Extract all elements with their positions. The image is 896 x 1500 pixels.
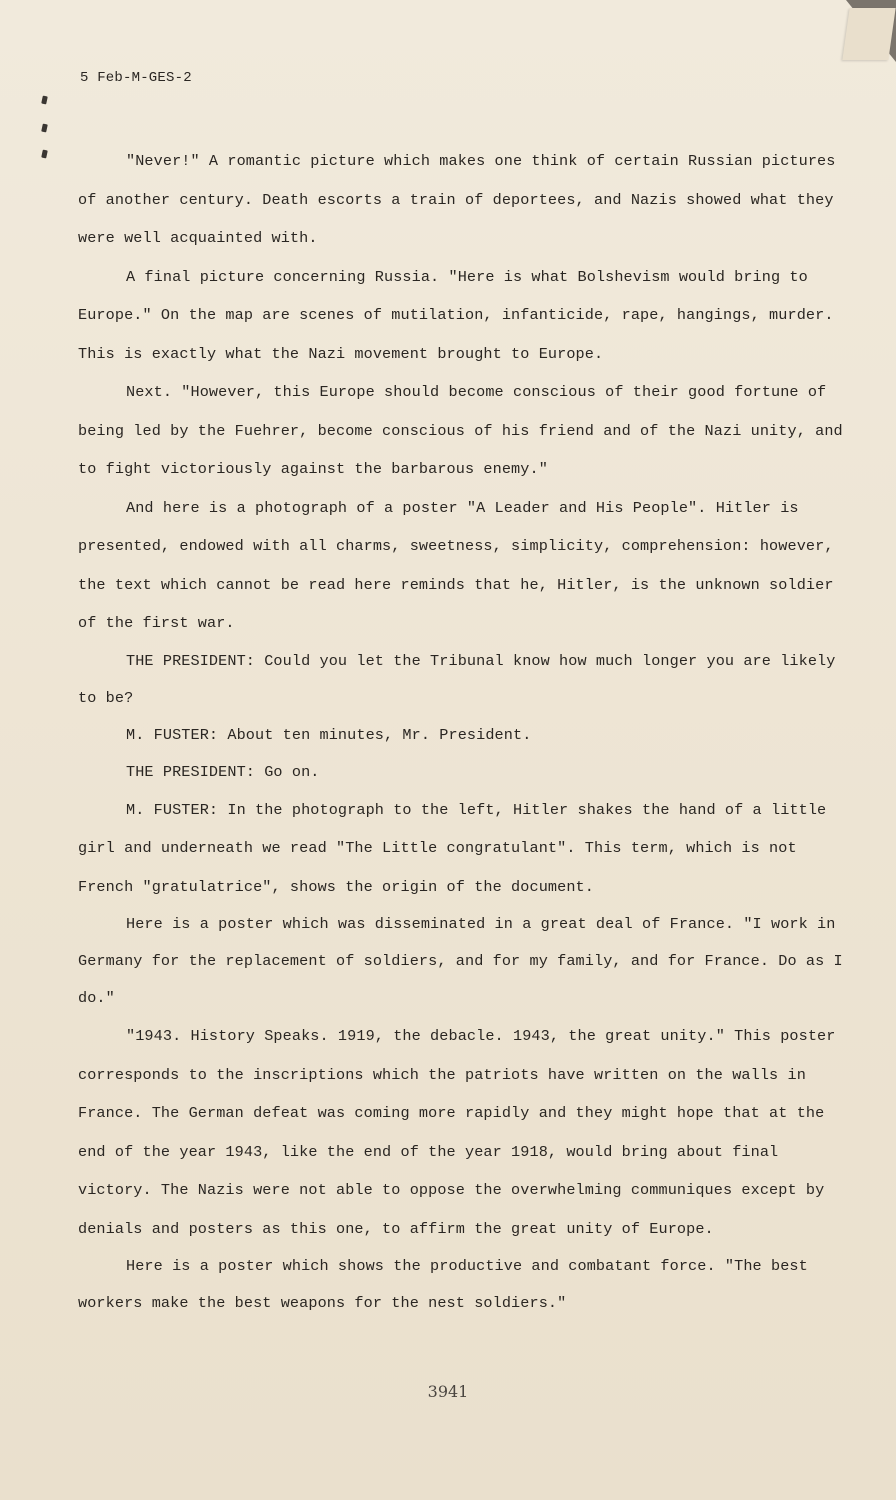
paragraph-fuster-photograph: M. FUSTER: In the photograph to the left, Hitler shakes the hand of a little girl and underneath we read "The Little congratulant". This term, which is not French "gratulatrice", shows the origin of the document. — [78, 800, 827, 896]
paragraph-president-question: THE PRESIDENT: Could you let the Tribunal know how much longer you are likely to be? — [78, 651, 836, 707]
paragraph-workers-poster: Here is a poster which shows the productive and combatant force. "The best workers make the best weapons for the nest soldiers." — [78, 1257, 808, 1312]
paragraph-never: "Never!" A romantic picture which makes one think of certain Russian pictures of another century. Death escorts a train of deportees, and Nazis showed what they were well acquainted with. — [78, 152, 836, 247]
margin-mark — [41, 96, 48, 105]
paragraph-fuster-reply: M. FUSTER: About ten minutes, Mr. President. — [126, 725, 532, 744]
paragraph-1943-poster: "1943. History Speaks. 1919, the debacle. 1943, the great unity." This poster corresponds to the inscriptions which the patriots have written on the walls in France. The German defeat was coming more rapidly and they might hope that at the end of the year 1943, like the end of the year 1918, would bring about final victory. The Nazis were not able to oppose the overwhelming communiques except by denials and posters as this one, to affirm the great unity of Europe. — [78, 1027, 836, 1238]
margin-mark — [41, 124, 48, 133]
folded-corner-flap — [842, 8, 895, 60]
margin-mark — [41, 150, 48, 159]
paragraph-russia: A final picture concerning Russia. "Here is what Bolshevism would bring to Europe." On the map are scenes of mutilation, infanticide, rape, hangings, murder. This is exactly what the Nazi movement brought to Europe. — [78, 267, 834, 363]
paragraph-president-go-on: THE PRESIDENT: Go on. — [126, 762, 320, 781]
paragraph-next: Next. "However, this Europe should become conscious of their good fortune of being led by the Fuehrer, become conscious of his friend and of the Nazi unity, and to fight victoriously against the barbarous enemy." — [78, 383, 843, 478]
transcript-body — [78, 142, 848, 1322]
page-number: 3941 — [427, 1382, 469, 1401]
paragraph-germany-poster: Here is a poster which was disseminated in a great deal of France. "I work in Germany for the replacement of soldiers, and for my family, and for France. Do as I do." — [78, 915, 843, 1007]
document-reference: 5 Feb-M-GES-2 — [80, 70, 192, 86]
paragraph-leader-poster: And here is a photograph of a poster "A Leader and His People". Hitler is presented, endowed with all charms, sweetness, simplicity, comprehension: however, the text which cannot be read here reminds that he, Hitler, is the unknown soldier of the first war. — [78, 498, 834, 632]
